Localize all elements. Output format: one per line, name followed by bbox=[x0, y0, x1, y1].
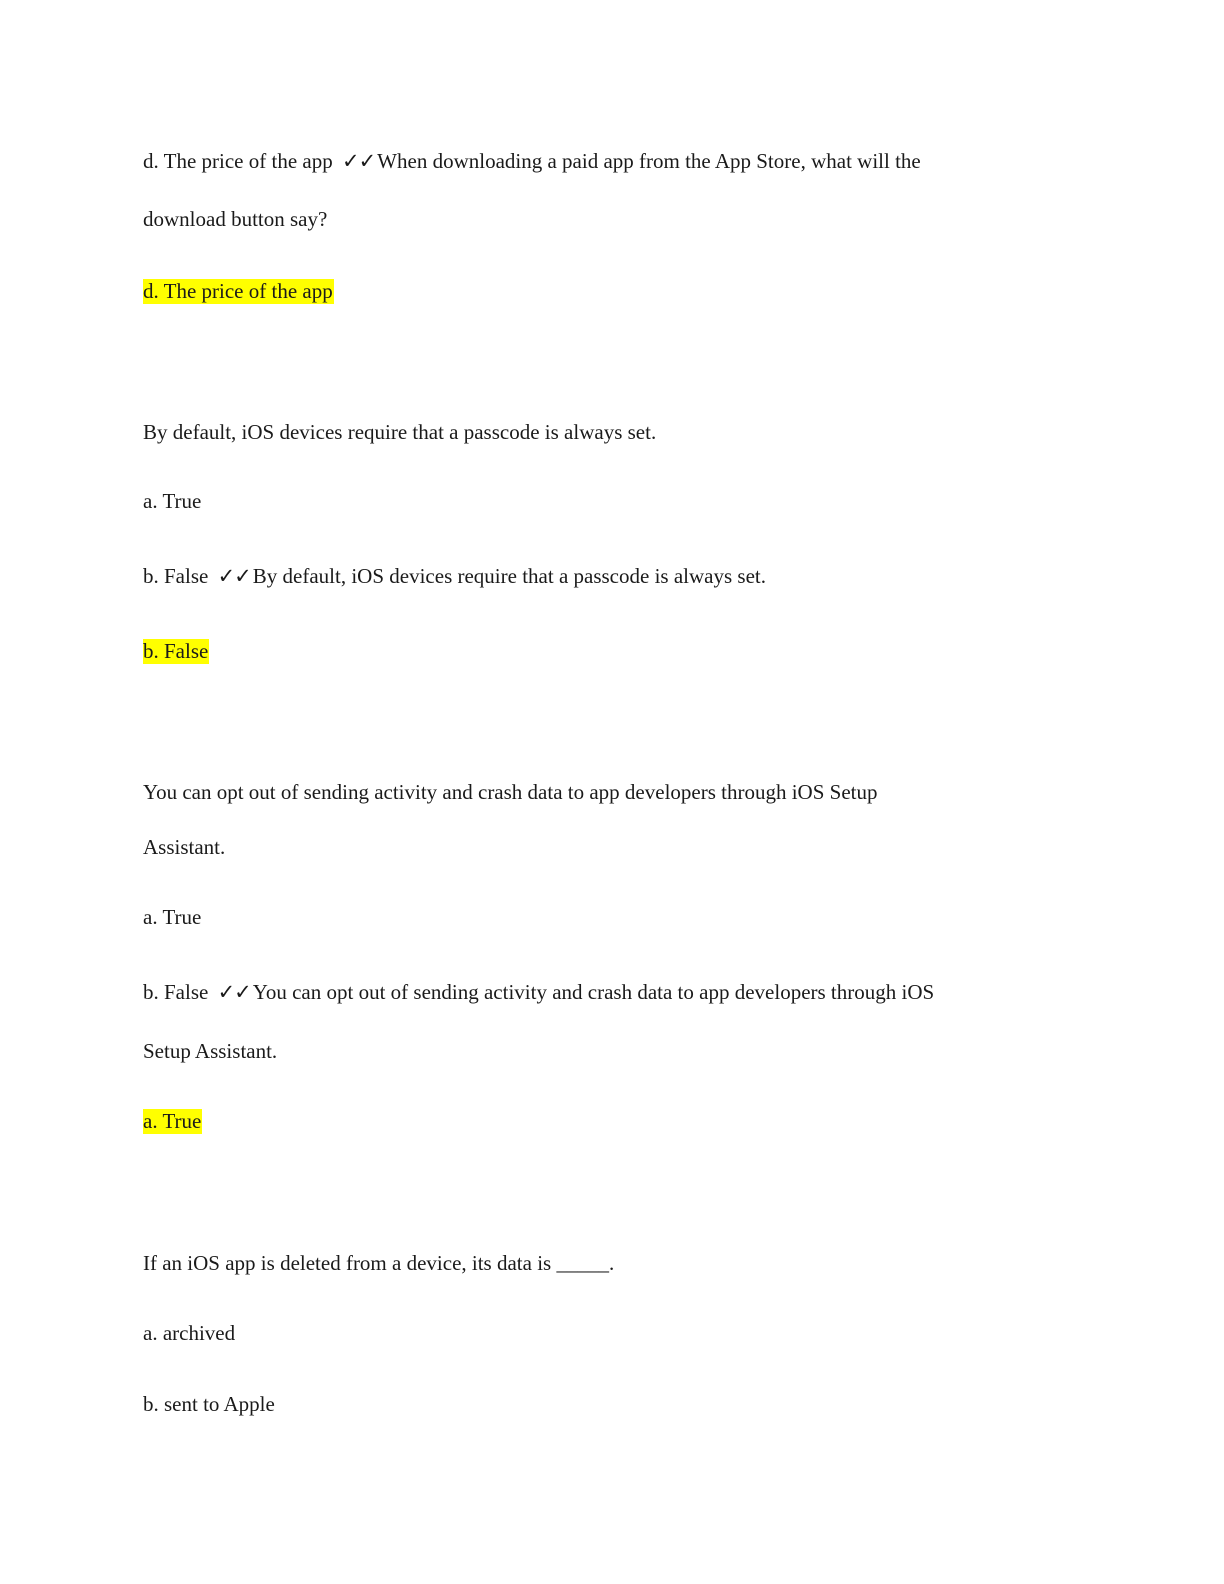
highlighted-answer bbox=[143, 1108, 202, 1134]
answer-explanation-line bbox=[143, 563, 766, 589]
checkmark-icon: ✓✓ bbox=[341, 149, 376, 173]
answer-option-text: b. False bbox=[143, 980, 214, 1004]
answer-option-text: d. The price of the app bbox=[143, 149, 338, 173]
explanation-text-continued: Setup Assistant. bbox=[143, 1039, 278, 1063]
question-text: By default, iOS devices require that a passcode is always set. bbox=[143, 420, 657, 444]
answer-option: a. archived bbox=[143, 1321, 236, 1345]
explanation-text: You can opt out of sending activity and crash data to app developers through iOS bbox=[252, 980, 935, 1004]
question-text: You can opt out of sending activity and crash data to app developers through iOS Setup bbox=[143, 780, 878, 804]
question-text-continued: Assistant. bbox=[143, 835, 226, 859]
highlighted-answer bbox=[143, 278, 334, 304]
answer-explanation-line bbox=[143, 148, 921, 174]
answer-explanation-line bbox=[143, 979, 934, 1005]
highlighted-answer-text: a. True bbox=[143, 1109, 202, 1133]
checkmark-icon: ✓✓ bbox=[217, 564, 251, 588]
highlighted-answer bbox=[143, 638, 209, 664]
question-text: If an iOS app is deleted from a device, its data is _____. bbox=[143, 1251, 615, 1275]
explanation-text: By default, iOS devices require that a passcode is always set. bbox=[252, 564, 766, 588]
answer-option-text: b. False bbox=[143, 564, 214, 588]
answer-option: a. True bbox=[143, 489, 202, 513]
question-text-continued: download button say? bbox=[143, 207, 328, 231]
question-text: When downloading a paid app from the App Store, what will the bbox=[377, 149, 921, 173]
answer-option: a. True bbox=[143, 905, 202, 929]
highlighted-answer-text: b. False bbox=[143, 639, 209, 663]
answer-option: b. sent to Apple bbox=[143, 1392, 275, 1416]
highlighted-answer-text: d. The price of the app bbox=[143, 279, 333, 303]
checkmark-icon: ✓✓ bbox=[217, 980, 251, 1004]
